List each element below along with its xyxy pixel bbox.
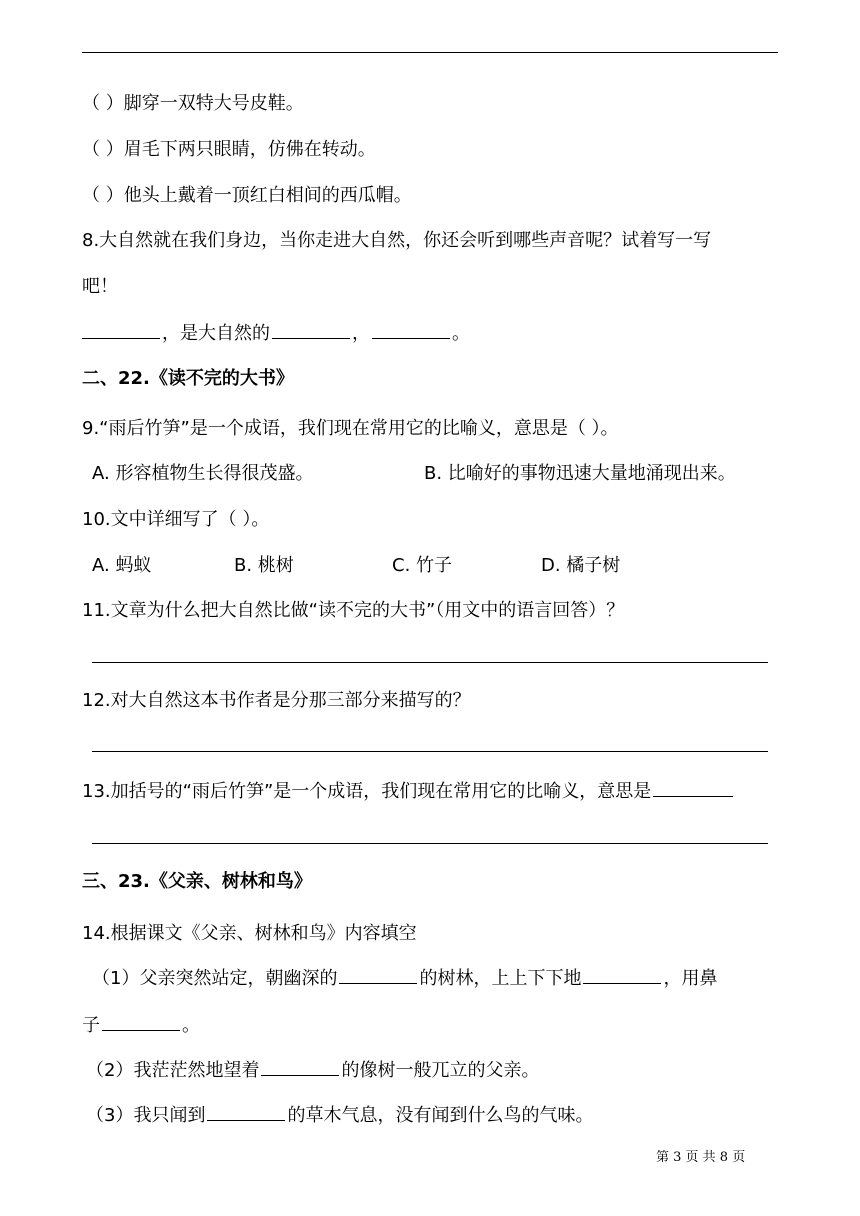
q14-sub-2 xyxy=(86,1059,539,1082)
q14-text: 的草木气息，没有闻到什么鸟的气味。 xyxy=(287,1105,594,1126)
blank[interactable] xyxy=(102,1014,180,1031)
q8-text-3: 。 xyxy=(452,323,470,344)
question-8-blanks xyxy=(82,322,470,345)
blank[interactable] xyxy=(372,322,450,339)
blank[interactable] xyxy=(261,1059,339,1076)
blank[interactable] xyxy=(583,967,661,984)
match-item-shoes: （ ）脚穿一双特大号皮鞋。 xyxy=(82,93,304,114)
blank[interactable] xyxy=(339,967,417,984)
question-10: 10.文中详细写了（ ）。 xyxy=(82,509,270,530)
section-3-title: 三、23.《父亲、树林和鸟》 xyxy=(82,871,312,892)
q8-text-2: ， xyxy=(352,323,370,344)
section-2-title: 二、22.《读不完的大书》 xyxy=(82,368,294,389)
match-item-hat: （ ）他头上戴着一顶红白相间的西瓜帽。 xyxy=(82,185,412,206)
question-8-line2: 吧！ xyxy=(82,276,118,297)
q10-option-d[interactable]: D. 橘子树 xyxy=(541,555,621,576)
q9-option-b[interactable]: B. 比喻好的事物迅速大量地涌现出来。 xyxy=(424,463,736,484)
question-8-line1: 8.大自然就在我们身边，当你走进大自然，你还会听到哪些声音呢？试着写一写 xyxy=(82,230,712,251)
q10-option-a[interactable]: A. 蚂蚁 xyxy=(92,555,152,576)
page-number: 第 3 页 共 8 页 xyxy=(656,1150,746,1165)
answer-line[interactable] xyxy=(92,751,768,752)
q14-sub-3 xyxy=(86,1104,593,1127)
answer-line[interactable] xyxy=(92,843,768,844)
q14-text: 子 xyxy=(82,1015,100,1036)
blank[interactable] xyxy=(653,780,733,797)
header-rule xyxy=(82,52,778,53)
blank[interactable] xyxy=(272,322,350,339)
q14-text: 。 xyxy=(182,1015,200,1036)
q14-text: （3）我只闻到 xyxy=(86,1105,206,1126)
q14-text: 的像树一般兀立的父亲。 xyxy=(341,1060,540,1081)
blank[interactable] xyxy=(82,322,160,339)
q10-option-b[interactable]: B. 桃树 xyxy=(234,555,294,576)
question-13 xyxy=(82,780,735,803)
question-12: 12.对大自然这本书作者是分那三部分来描写的？ xyxy=(82,690,471,711)
answer-line[interactable] xyxy=(92,662,768,663)
q14-text: （2）我茫茫然地望着 xyxy=(86,1060,260,1081)
q14-sub-1-line1 xyxy=(92,967,717,990)
q9-option-a[interactable]: A. 形容植物生长得很茂盛。 xyxy=(92,463,314,484)
question-14: 14.根据课文《父亲、树林和鸟》内容填空 xyxy=(82,923,417,944)
q14-text: 的树林，上上下下地 xyxy=(419,968,582,989)
q8-text-1: ，是大自然的 xyxy=(162,323,270,344)
q14-sub-1-line2 xyxy=(82,1014,200,1037)
q14-text: ，用鼻 xyxy=(663,968,718,989)
q14-text: （1）父亲突然站定，朝幽深的 xyxy=(92,968,338,989)
q13-text: 13.加括号的“雨后竹笋”是一个成语，我们现在常用它的比喻义，意思是 xyxy=(82,781,652,802)
q10-option-c[interactable]: C. 竹子 xyxy=(392,555,453,576)
match-item-eyes: （ ）眉毛下两只眼睛，仿佛在转动。 xyxy=(82,139,376,160)
blank[interactable] xyxy=(207,1104,285,1121)
question-9: 9.“雨后竹笋”是一个成语，我们现在常用它的比喻义，意思是（ ）。 xyxy=(82,418,619,439)
question-11: 11.文章为什么把大自然比做“读不完的大书”（用文中的语言回答）？ xyxy=(82,600,625,621)
